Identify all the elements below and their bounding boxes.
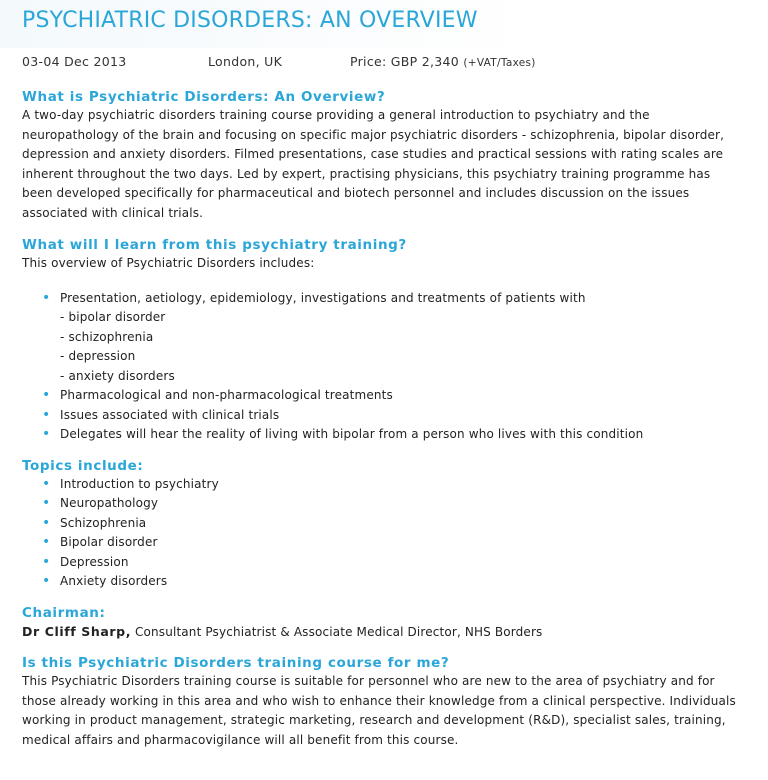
list-item: • Presentation, aetiology, epidemiology, investigations and treatments of patients with - bipolar disorder - schizophrenia - depression - anxiety disorders — [42, 289, 752, 387]
chairman-role: Consultant Psychiatrist & Associate Medical Director, NHS Borders — [135, 624, 543, 639]
overview-line: inherent throughout the two days. Led by expert, practising physicians, this psychiatry training programme has — [22, 166, 711, 181]
sub-item: - depression — [60, 349, 136, 363]
overview-line: A two-day psychiatric disorders training course providing a general introduction to psychiatry and the — [22, 108, 650, 122]
section-heading-topics: Topics include: — [22, 457, 144, 474]
audience-line: medical affairs and pharmacovigilance will all benefit from this course. — [22, 732, 459, 747]
chairman-line — [22, 622, 752, 643]
learn-intro: This overview of Psychiatric Disorders includes: — [22, 256, 315, 270]
overview-paragraph — [22, 106, 752, 223]
bullet-icon: • — [42, 387, 51, 403]
list-item: • Issues associated with clinical trials — [42, 406, 752, 426]
list-item: • Pharmacological and non-pharmacological treatments — [42, 386, 752, 406]
bullet-icon: • — [42, 495, 51, 511]
audience-paragraph — [22, 672, 752, 750]
sub-item: - anxiety disorders — [60, 368, 175, 383]
section-heading-audience: Is this Psychiatric Disorders training course for me? — [22, 655, 450, 671]
audience-line: working in product management, strategic marketing, research and development (R&D), specialist sales, training, — [22, 713, 726, 727]
bullet-icon: • — [42, 475, 51, 492]
page-title: PSYCHIATRIC DISORDERS: AN OVERVIEW — [22, 8, 478, 33]
bullet-icon: • — [42, 514, 51, 531]
bullet-icon: • — [42, 553, 51, 570]
overview-line: been developed specifically for pharmaceutical and biotech personnel and includes discussion on the issues — [22, 186, 690, 200]
overview-line: neuropathology of the brain and focusing on specific major psychiatric disorders - schizophrenia, bipolar disorder, — [22, 127, 725, 142]
price-note: (+VAT/Taxes) — [463, 57, 536, 69]
overview-line: depression and anxiety disorders. Filmed presentations, case studies and practical sessions with rating scales are — [22, 147, 724, 161]
bullet-icon: • — [42, 426, 51, 442]
sub-item: - bipolar disorder — [60, 310, 166, 324]
course-price — [350, 54, 536, 69]
audience-line: those already working in this area and who wish to enhance their knowledge from a clinical perspective. Individuals — [22, 693, 736, 708]
list-item: • Bipolar disorder — [42, 533, 752, 553]
bullet-icon: • — [42, 573, 51, 589]
list-item: • Delegates will hear the reality of living with bipolar from a person who lives with this condition — [42, 425, 752, 445]
sub-item: - schizophrenia — [60, 329, 154, 344]
chairman-name: Dr Cliff Sharp, — [22, 623, 132, 639]
main-content — [22, 88, 752, 750]
bullet-icon: • — [42, 289, 51, 306]
section-heading-overview: What is Psychiatric Disorders: An Overview? — [22, 89, 386, 105]
topics-list — [42, 475, 752, 592]
course-location: London, UK — [208, 54, 283, 69]
list-item: • Depression — [42, 553, 752, 573]
price-label: Price: GBP 2,340 — [350, 54, 460, 69]
section-heading-chairman: Chairman: — [22, 604, 106, 621]
bullet-icon: • — [42, 534, 51, 550]
overview-line: associated with clinical trials. — [22, 205, 204, 220]
bullet-icon: • — [42, 406, 51, 423]
section-heading-learn: What will I learn from this psychiatry training? — [22, 237, 407, 253]
list-item: • Anxiety disorders — [42, 572, 752, 592]
audience-line: This Psychiatric Disorders training course is suitable for personnel who are new to the area of psychiatry and for — [22, 674, 715, 688]
course-date: 03-04 Dec 2013 — [22, 54, 127, 69]
list-item: • Schizophrenia — [42, 514, 752, 534]
learn-list — [42, 289, 752, 445]
list-item: • Neuropathology — [42, 494, 752, 514]
list-item: • Introduction to psychiatry — [42, 475, 752, 495]
